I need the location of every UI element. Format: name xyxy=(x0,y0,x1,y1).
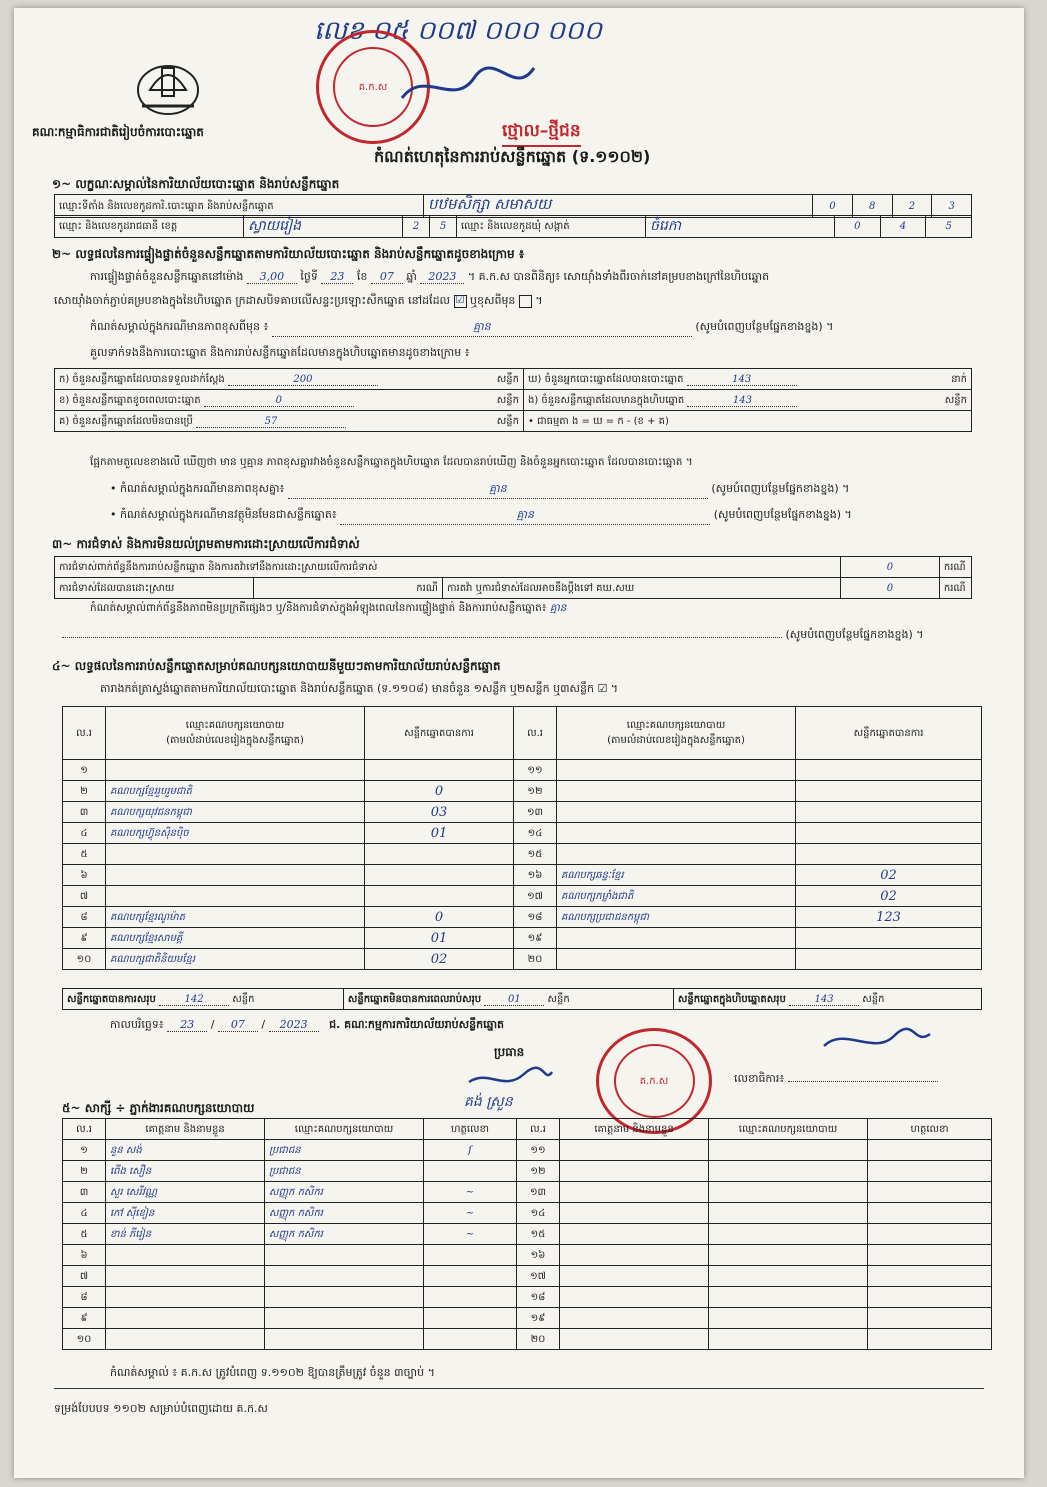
table-row xyxy=(63,1308,992,1329)
witness-name xyxy=(560,1266,709,1287)
section3-table xyxy=(54,556,972,599)
witness-party xyxy=(265,1308,424,1329)
s4-col-party-right: ឈ្មោះគណបក្សនយោបាយ (តាមលំដាប់លេខរៀងក្នុងសន្លឹកឆ្នោត) xyxy=(557,707,796,760)
party-name: គណបក្សហ៊្វុនស៊ិនប៉ិច xyxy=(106,823,365,844)
s2-e-value: 143 xyxy=(687,395,797,407)
row-no: ១៦ xyxy=(517,1245,560,1266)
row-no: ៦ xyxy=(63,865,106,886)
witness-signature xyxy=(868,1161,992,1182)
row-no: ១ xyxy=(63,1140,106,1161)
s1-row1-code-2: 8 xyxy=(852,195,892,218)
s2-a-cell: ក) ចំនួនសន្លឹកឆ្នោតដែលបានទទួលដាក់ស្តែង 200 សន្លឹក xyxy=(55,369,524,390)
row-no: ១ xyxy=(63,760,106,781)
witness-name xyxy=(106,1308,265,1329)
party-name xyxy=(106,865,365,886)
row-no: ១២ xyxy=(517,1161,560,1182)
witness-party xyxy=(265,1245,424,1266)
table-row xyxy=(63,1245,992,1266)
witness-signature: ~ xyxy=(424,1182,517,1203)
table-row xyxy=(63,844,982,865)
party-name xyxy=(557,949,796,970)
witness-name xyxy=(560,1329,709,1350)
s3-row1-unit: ករណី xyxy=(939,557,971,578)
witness-signature xyxy=(424,1161,517,1182)
s4-date-line: កាលបរិច្ឆេទ៖ 23 / 07 / 2023 ជ. គណៈកម្មការការិយាល័យរាប់សន្លឹកឆ្នោត xyxy=(110,1018,505,1031)
party-name xyxy=(557,802,796,823)
witness-name xyxy=(560,1203,709,1224)
row-no: ១៤ xyxy=(514,823,557,844)
s1-row2-code-2: 5 xyxy=(430,216,457,238)
footer-divider xyxy=(54,1388,984,1389)
secretary-signature xyxy=(814,1022,934,1062)
s2-time: 3,00 xyxy=(247,270,297,284)
s4-total-valid: សន្លឹកឆ្នោតបានការសរុប 142 សន្លឹក xyxy=(63,989,344,1010)
vote-count: 0 xyxy=(365,907,514,928)
s4-total-box: សន្លឹកឆ្នោតក្នុងហិបឆ្នោតសរុប 143 សន្លឹក xyxy=(673,989,981,1010)
witness-party: សញ្ញុក កសិករ xyxy=(265,1182,424,1203)
witness-signature xyxy=(868,1308,992,1329)
witness-name: ពើង សឿន xyxy=(106,1161,265,1182)
s4-secretary: លេខាធិការ៖ xyxy=(734,1072,938,1088)
row-no: ១៣ xyxy=(514,802,557,823)
vote-count xyxy=(365,865,514,886)
row-no: ៣ xyxy=(63,802,106,823)
s2-b-value: 0 xyxy=(204,395,354,407)
s2-b-cell: ខ) ចំនួនសន្លឹកឆ្នោតខូចពេលបោះឆ្នោត 0 សន្លឹក xyxy=(55,390,524,411)
s3-note-line: កំណត់សម្គាល់ពាក់ព័ន្ធនឹងភាពមិនប្រក្រតីផ្សេងៗ ឬ/និងការជំទាស់ក្នុងអំឡុងពេលនៃការផ្ទៀងផ្ទាត់ និងការរាប់សន្លឹកឆ្នោត៖ គ្មាន xyxy=(90,602,567,614)
section5-title: ៥~ សាក្សី ÷ ភ្នាក់ងារគណបក្សនយោបាយ xyxy=(62,1101,255,1115)
s4-col-votes-left: សន្លឹកឆ្នោតបានការ xyxy=(365,707,514,760)
form-note: ទម្រង់បែបបទ ១១០២ សម្រាប់បំពេញដោយ គ.ក.ស xyxy=(54,1402,268,1415)
s1-row1-code-3: 2 xyxy=(892,195,932,218)
row-no: ១៩ xyxy=(514,928,557,949)
s5-footnote: កំណត់សម្គាល់ ៖ គ.ក.ស ត្រូវបំពេញ ទ.១១០២ ឱ្យបានត្រឹមត្រូវ ចំនួន ៣ច្បាប់ ។ xyxy=(110,1366,435,1379)
vote-count xyxy=(796,781,982,802)
vote-count: 01 xyxy=(365,928,514,949)
s1-commune-code-2: 4 xyxy=(880,216,926,238)
party-name xyxy=(557,781,796,802)
witness-party xyxy=(709,1224,868,1245)
s2-foreign-value: គ្មាន xyxy=(340,508,710,525)
s2-d-value: 143 xyxy=(687,374,797,386)
row-no: ២០ xyxy=(517,1329,560,1350)
s4-date-day: 23 xyxy=(167,1018,207,1032)
s4-total-valid-value: 142 xyxy=(159,994,229,1006)
s3-row2-value: 0 xyxy=(840,578,939,599)
row-no: ១១ xyxy=(514,760,557,781)
form-title: កំណត់ហេតុនៃការរាប់សន្លឹកឆ្នោត (ទ.១១០២) xyxy=(374,147,651,166)
witness-signature xyxy=(868,1287,992,1308)
witness-party xyxy=(709,1203,868,1224)
witness-party: ប្រជាជន xyxy=(265,1161,424,1182)
row-no: ៨ xyxy=(63,1287,106,1308)
row-no: ៧ xyxy=(63,886,106,907)
party-name xyxy=(557,760,796,781)
s5-col-no-right: ល.រ xyxy=(517,1119,560,1140)
witness-signature xyxy=(424,1245,517,1266)
row-no: ៤ xyxy=(63,1203,106,1224)
witness-name xyxy=(560,1182,709,1203)
table-row xyxy=(63,1224,992,1245)
s5-col-party-left: ឈ្មោះគណបក្សនយោបាយ xyxy=(265,1119,424,1140)
row-no: ២ xyxy=(63,1161,106,1182)
vote-count xyxy=(365,760,514,781)
s4-total-invalid: សន្លឹកឆ្នោតមិនបានការពេលរាប់សរុប 01 សន្លឹក xyxy=(343,989,673,1010)
witness-name xyxy=(560,1161,709,1182)
s4-intro: តារាងកត់ត្រាស្ទង់ឆ្នោតតាមការិយាល័យបោះឆ្នោត និងរាប់សន្លឹកឆ្នោត (ទ.១១០៨) មានចំនួន ១សន្លឹក ឬ២សន្លឹក ឬ៣សន្លឹក ☑ ។ xyxy=(100,682,619,695)
s4-col-no-left: ល.រ xyxy=(63,707,106,760)
party-name xyxy=(106,760,365,781)
party-name: គណបក្សយុវជនកម្ពុជា xyxy=(106,802,365,823)
witness-party: សញ្ញុក កសិករ xyxy=(265,1224,424,1245)
section2-title: ២~ លទ្ធផលនៃការផ្ទៀងផ្ទាត់ចំនួនសន្លឹកឆ្នោតតាមការិយាល័យបោះឆ្នោត និងរាប់សន្លឹកឆ្នោតដូចខាងក្រោម ៖ xyxy=(52,247,525,261)
row-no: ១៧ xyxy=(514,886,557,907)
s2-formula: • ជាធម្មតា ង = ឃ = ក - (ខ + គ) xyxy=(524,411,972,432)
witness-signature xyxy=(868,1266,992,1287)
table-row xyxy=(63,781,982,802)
s2-diff-line: • កំណត់សម្គាល់ក្នុងករណីមានភាពខុសគ្នា៖ គ្មាន (សូមបំពេញបន្ថែមផ្នែកខាងខ្នង) ។ xyxy=(110,482,849,499)
s2-after-line: ផ្អែកតាមតួលេខខាងលើ ឃើញថា មាន ឬគ្មាន ភាពខុសគ្នារវាងចំនួនសន្លឹកឆ្នោតក្នុងហិបឆ្នោត ដែលបានរាប់ឃើញ និងចំនួនអ្នកបោះឆ្នោត ដែលបានបោះឆ្នោត ។ xyxy=(90,456,693,468)
witness-name xyxy=(106,1287,265,1308)
party-name xyxy=(106,844,365,865)
witness-party xyxy=(709,1287,868,1308)
row-no: ១៥ xyxy=(514,844,557,865)
s2-e-cell: ង) ចំនួនសន្លឹកឆ្នោតដែលមានក្នុងហិបឆ្នោត 143 សន្លឹក xyxy=(524,390,972,411)
row-no: ៥ xyxy=(63,1224,106,1245)
witness-signature xyxy=(868,1203,992,1224)
row-no: ១១ xyxy=(517,1140,560,1161)
party-name: គណបក្សឆន្ទៈខ្មែរ xyxy=(557,865,796,886)
table-row xyxy=(63,802,982,823)
s3-row2-unit-a: ករណី xyxy=(254,578,443,599)
s2-line1: ការផ្ទៀងផ្ទាត់ចំនួនសន្លឹកឆ្នោតនៅម៉ោង 3,00 ថ្ងៃទី 23 ខែ 07 ឆ្នាំ 2023 ។ គ.ក.ស បានពិនិត្យ៖ សោយ៉ាំងទាំងពីរចាក់នៅគម្របខាងក្រៅនៃហិបឆ្នោត xyxy=(90,270,770,283)
row-no: ១៨ xyxy=(517,1287,560,1308)
vote-count: 0 xyxy=(365,781,514,802)
s3-row1-label: ការជំទាស់ពាក់ព័ន្ធនឹងការរាប់សន្លឹកឆ្នោត និងការតវ៉ាទៅនឹងការដោះស្រាយលើការជំទាស់ xyxy=(55,557,841,578)
witness-name: នួន សង់ xyxy=(106,1140,265,1161)
vote-count xyxy=(796,802,982,823)
witness-signature xyxy=(424,1308,517,1329)
vote-count: 02 xyxy=(796,886,982,907)
table-row xyxy=(63,1203,992,1224)
row-no: ១៥ xyxy=(517,1224,560,1245)
s2-different-checkbox[interactable] xyxy=(519,295,532,308)
s1-row2-code-1: 2 xyxy=(403,216,430,238)
s2-day: 23 xyxy=(321,270,353,284)
s5-col-no-left: ល.រ xyxy=(63,1119,106,1140)
witness-name xyxy=(560,1287,709,1308)
s2-intro: គួលទាក់ទងនឹងការបោះឆ្នោត និងការរាប់សន្លឹកឆ្នោតដែលមានក្នុងហិបឆ្នោតមានដូចខាងក្រោម ៖ xyxy=(90,346,470,359)
s4-chair-name: គង់ ស្រួន xyxy=(464,1094,513,1110)
witness-party xyxy=(709,1245,868,1266)
witness-signature: ~ xyxy=(424,1224,517,1245)
row-no: ៥ xyxy=(63,844,106,865)
table-row xyxy=(63,1140,992,1161)
row-no: ៨ xyxy=(63,907,106,928)
vote-count: 02 xyxy=(365,949,514,970)
witness-name xyxy=(560,1224,709,1245)
s5-col-sign-left: ហត្ថលេខា xyxy=(424,1119,517,1140)
section1-title: ១~ លក្ខណៈសម្គាល់នៃការិយាល័យបោះឆ្នោត និងរាប់សន្លឹកឆ្នោត xyxy=(52,177,340,191)
witness-name xyxy=(560,1245,709,1266)
witness-party xyxy=(709,1161,868,1182)
witness-signature xyxy=(868,1224,992,1245)
s2-same-checkbox[interactable]: ☑ xyxy=(454,295,467,308)
party-name xyxy=(557,928,796,949)
vote-count xyxy=(365,844,514,865)
row-no: ២ xyxy=(63,781,106,802)
row-no: ៧ xyxy=(63,1266,106,1287)
s4-col-party-left: ឈ្មោះគណបក្សនយោបាយ (តាមលំដាប់លេខរៀងក្នុងសន្លឹកឆ្នោត) xyxy=(106,707,365,760)
red-stamp-text: ថ្មោល–ថ្មីជន xyxy=(502,120,581,147)
row-no: ៤ xyxy=(63,823,106,844)
witness-name: ខាន់ ភីរៀន xyxy=(106,1224,265,1245)
vote-count xyxy=(796,760,982,781)
party-name: គណបក្សខ្មែររួបរួមជាតិ xyxy=(106,781,365,802)
s1-row1-code-1: 0 xyxy=(813,195,853,218)
vote-count: 02 xyxy=(796,865,982,886)
s4-chair-label: ប្រធាន xyxy=(494,1045,525,1059)
signature-top xyxy=(394,58,544,118)
table-row xyxy=(63,1161,992,1182)
s2-c-value: 57 xyxy=(196,416,346,428)
vote-count xyxy=(796,949,982,970)
s1-row1-value: បឋមសិក្សា សមាសយ xyxy=(424,195,813,218)
s2-d-cell: ឃ) ចំនួនអ្នកបោះឆ្នោតដែលបានបោះឆ្នោត 143 នាក់ xyxy=(524,369,972,390)
witness-name xyxy=(560,1140,709,1161)
table-row xyxy=(63,1182,992,1203)
row-no: ១៧ xyxy=(517,1266,560,1287)
s4-total-box-value: 143 xyxy=(789,994,859,1006)
vote-count xyxy=(796,928,982,949)
row-no: ១០ xyxy=(63,1329,106,1350)
party-name xyxy=(557,844,796,865)
chair-signature xyxy=(464,1064,554,1094)
witness-signature xyxy=(424,1329,517,1350)
top-handwritten-note: លេខ ០៥ ០០៧ ០០០ ០០០ xyxy=(314,16,602,46)
table-row xyxy=(63,886,982,907)
s5-col-party-right: ឈ្មោះគណបក្សនយោបាយ xyxy=(709,1119,868,1140)
s2-note-value: គ្មាន xyxy=(272,320,692,337)
row-no: ២០ xyxy=(514,949,557,970)
row-no: ១២ xyxy=(514,781,557,802)
witness-party xyxy=(709,1329,868,1350)
party-name: គណបក្សខ្មែរសាមគ្គី xyxy=(106,928,365,949)
party-name xyxy=(106,886,365,907)
row-no: ១៨ xyxy=(514,907,557,928)
party-name: គណបក្សជាតិនិយមខ្មែរ xyxy=(106,949,365,970)
s2-month: 07 xyxy=(371,270,403,284)
party-name: គណបក្សខ្មែរណូម៉ាត xyxy=(106,907,365,928)
table-row xyxy=(63,907,982,928)
row-no: ១៣ xyxy=(517,1182,560,1203)
table-row xyxy=(63,949,982,970)
witness-signature xyxy=(868,1182,992,1203)
s2-diff-value: គ្មាន xyxy=(288,482,708,499)
witness-party xyxy=(265,1329,424,1350)
s4-total-invalid-value: 01 xyxy=(484,994,544,1006)
party-name: គណបក្សប្រជាជនកម្ពុជា xyxy=(557,907,796,928)
section2-table xyxy=(54,368,972,432)
vote-count: 01 xyxy=(365,823,514,844)
s3-row1-value: 0 xyxy=(840,557,939,578)
s1-commune-code-3: 5 xyxy=(926,216,972,238)
table-row xyxy=(63,1266,992,1287)
s5-col-name-left: គោត្តនាម និងនាមខ្លួន xyxy=(106,1119,265,1140)
vote-count xyxy=(796,823,982,844)
witness-party xyxy=(709,1266,868,1287)
s1-row2-value: ស្វាយរៀង xyxy=(244,216,403,238)
s1-row2-label: ឈ្មោះ និងលេខកូដរាជធានី ខេត្ត xyxy=(55,216,244,238)
witness-party xyxy=(265,1287,424,1308)
witness-name xyxy=(106,1266,265,1287)
witness-name: កៅ ស៊ីខៀន xyxy=(106,1203,265,1224)
s1-commune-label: ឈ្មោះ និងលេខកូដឃុំ សង្កាត់ xyxy=(457,216,646,238)
vote-count xyxy=(365,886,514,907)
row-no: ៩ xyxy=(63,1308,106,1329)
s1-row1-label: ឈ្មោះទីតាំង និងលេខកូដការិ.បោះឆ្នោត និងរាប់សន្លឹកឆ្នោត xyxy=(55,195,424,218)
vote-count: 03 xyxy=(365,802,514,823)
s4-date-month: 07 xyxy=(218,1018,258,1032)
witness-party: ប្រជាជន xyxy=(265,1140,424,1161)
s5-col-sign-right: ហត្ថលេខា xyxy=(868,1119,992,1140)
official-seal-top: គ.ក.ស xyxy=(316,30,430,144)
s2-c-cell: គ) ចំនួនសន្លឹកឆ្នោតដែលមិនបានប្រើ 57 សន្លឹក xyxy=(55,411,524,432)
s3-row2-mid: ការតវ៉ា ឬការជំទាស់ដែលអាចនឹងប្តឹងទៅ គឃ.សឃ xyxy=(443,578,841,599)
s4-totals xyxy=(62,988,982,1010)
section4-title: ៤~ លទ្ធផលនៃការរាប់សន្លឹកឆ្នោតសម្រាប់គណបក្សនយោបាយនីមួយៗតាមការិយាល័យរាប់សន្លឹកឆ្នោត xyxy=(52,659,501,673)
s1-commune-value: ចំរេកា xyxy=(646,216,835,238)
s4-col-votes-right: សន្លឹកឆ្នោតបានការ xyxy=(796,707,982,760)
s2-line2: សោយ៉ាំងចាក់ភ្ជាប់គម្របខាងក្នុងនៃហិបឆ្នោត ក្រដាសបិទគាបលើសន្ទះប្រឡោះសឹកឆ្នោត នៅដដែល ☑ ឬខុសពីមុន ។ xyxy=(54,294,543,307)
s2-year: 2023 xyxy=(420,270,464,284)
row-no: ១០ xyxy=(63,949,106,970)
section5-witness-table xyxy=(62,1118,992,1350)
witness-party xyxy=(709,1308,868,1329)
witness-party xyxy=(265,1266,424,1287)
row-no: ១៤ xyxy=(517,1203,560,1224)
s3-row2-label: ការជំទាស់ដែលបានដោះស្រាយ xyxy=(55,578,254,599)
table-row xyxy=(63,1329,992,1350)
s3-note-value: គ្មាន xyxy=(549,602,567,614)
witness-name xyxy=(106,1245,265,1266)
s5-col-name-right: គោត្តនាម និងនាមខ្លួន xyxy=(560,1119,709,1140)
party-name xyxy=(557,823,796,844)
witness-signature: ſ xyxy=(424,1140,517,1161)
s3-fill-line: (សូមបំពេញបន្ថែមផ្នែកខាងខ្នង) ។ xyxy=(62,628,924,644)
official-seal-bottom: គ.ក.ស xyxy=(596,1028,712,1134)
section3-title: ៣~ ការជំទាស់ និងការមិនយល់ព្រមតាមការដោះស្រាយលើការជំទាស់ xyxy=(52,537,360,551)
table-row xyxy=(63,928,982,949)
s1-row1-code-4: 3 xyxy=(932,195,972,218)
s3-row2-unit-b: ករណី xyxy=(939,578,971,599)
witness-name xyxy=(106,1329,265,1350)
s2-a-value: 200 xyxy=(228,374,378,386)
section4-results-table xyxy=(62,706,982,970)
witness-name: សួរ សេរីវណ្ណ xyxy=(106,1182,265,1203)
table-row xyxy=(63,760,982,781)
org-label: គណៈកម្មាធិការជាតិរៀបចំការបោះឆ្នោត xyxy=(32,125,204,139)
witness-signature xyxy=(868,1329,992,1350)
witness-signature xyxy=(424,1287,517,1308)
row-no: ៩ xyxy=(63,928,106,949)
row-no: ៦ xyxy=(63,1245,106,1266)
witness-name xyxy=(560,1308,709,1329)
witness-signature xyxy=(868,1140,992,1161)
witness-party xyxy=(709,1140,868,1161)
form-page xyxy=(14,8,1024,1478)
vote-count: 123 xyxy=(796,907,982,928)
s4-date-year: 2023 xyxy=(269,1018,319,1032)
s2-foreign-line: • កំណត់សម្គាល់ក្នុងករណីមានវត្ថុមិនមែនជាសន្លឹកឆ្នោត៖ គ្មាន (សូមបំពេញបន្ថែមផ្នែកខាងខ្នង) ។ xyxy=(110,508,852,525)
witness-party: សញ្ញុក កសិករ xyxy=(265,1203,424,1224)
row-no: ១៦ xyxy=(514,865,557,886)
national-emblem-icon xyxy=(132,50,204,120)
s1-commune-code-1: 0 xyxy=(835,216,881,238)
party-name: គណបក្សកម្លាំងជាតិ xyxy=(557,886,796,907)
witness-signature xyxy=(424,1266,517,1287)
section1-table-row2 xyxy=(54,215,972,238)
witness-party xyxy=(709,1182,868,1203)
witness-signature: ~ xyxy=(424,1203,517,1224)
row-no: ៣ xyxy=(63,1182,106,1203)
s4-col-no-right: ល.រ xyxy=(514,707,557,760)
table-row xyxy=(63,1287,992,1308)
witness-signature xyxy=(868,1245,992,1266)
row-no: ១៩ xyxy=(517,1308,560,1329)
vote-count xyxy=(796,844,982,865)
s2-note-line: កំណត់សម្គាល់ក្នុងករណីមានភាពខុសពីមុន ៖ គ្មាន (សូមបំពេញបន្ថែមផ្នែកខាងខ្នង) ។ xyxy=(90,320,833,337)
table-row xyxy=(63,865,982,886)
table-row xyxy=(63,823,982,844)
